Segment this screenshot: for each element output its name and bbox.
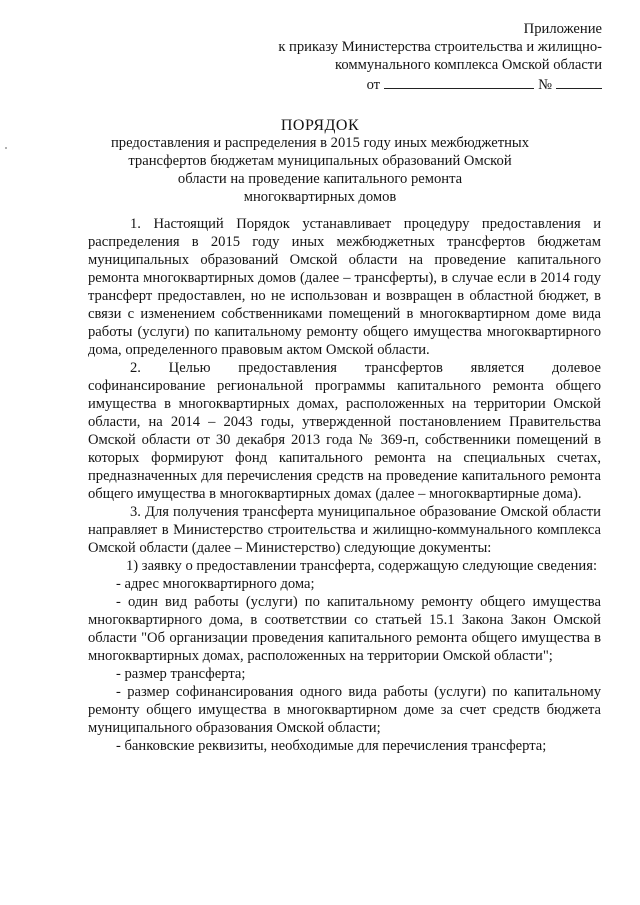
document-title: ПОРЯДОК [280, 117, 360, 134]
appendix-label: Приложение [523, 21, 602, 37]
subtitle-line: многоквартирных домов [243, 189, 397, 205]
list-item: - адрес многоквартирного дома; [116, 576, 315, 592]
list-item: - размер софинансирования одного вида работы (услуги) по капитальному ремонту общего имущества в многоквартирном доме за счет средств бюджета муниципального образования Омской области; [88, 684, 601, 736]
order-reference-line-2: коммунального комплекса Омской области [335, 57, 602, 73]
list-item: - банковские реквизиты, необходимые для перечисления трансферта; [116, 738, 547, 754]
from-label: от [366, 77, 381, 93]
paragraph-3: 3. Для получения трансферта муниципальное образование Омской области направляет в Министерство строительства и жилищно-коммунального комплекса Омской области (далее – Министерство) следующие документы: [88, 504, 601, 556]
order-date-number-line [250, 74, 602, 94]
order-reference-line-1: к приказу Министерства строительства и жилищно- [278, 39, 602, 55]
number-blank [556, 74, 602, 89]
list-item: - один вид работы (услуги) по капитальному ремонту общего имущества многоквартирного дома, в соответствии со статьей 15.1 Закона Закон Омской области "Об организации проведения капитального ремонта общего имущества в многоквартирных домах, расположенных на территории Омской области"; [88, 594, 601, 664]
paragraph-1: 1. Настоящий Порядок устанавливает процедуру предоставления и распределения в 2015 году иных межбюджетных трансфертов бюджетам муниципальных образований Омской области на проведение капитального ремонта многоквартирных домов (далее – трансферты), в случае если в 2014 году трансферт предоставлен, но не использован и возвращен в областной бюджет, в связи с изменением собственниками помещений в многоквартирном доме вида работы (услуги) по капитальному ремонту общего имущества многоквартирного дома, определенного правовым актом Омской области. [88, 216, 601, 358]
subtitle-line: трансфертов бюджетам муниципальных образований Омской [128, 153, 512, 169]
document-subtitle [0, 134, 640, 206]
appendix-header [250, 20, 602, 94]
paragraph-2: 2. Целью предоставления трансфертов является долевое софинансирование региональной программы капитального ремонта общего имущества в многоквартирных домах, расположенных на территории Омской области, на 2014 – 2043 годы, утвержденной постановлением Правительства Омской области от 30 декабря 2013 года № 369-п, собственники помещений в которых формируют фонд капитального ремонта на специальных счетах, предназначенных для перечисления средств на проведение капитального ремонта общего имущества в многоквартирных домах (далее – многоквартирные дома). [88, 360, 601, 502]
number-label: № [538, 77, 552, 93]
subtitle-line: области на проведение капитального ремонта [177, 171, 463, 187]
document-body [88, 215, 601, 755]
subtitle-line: предоставления и распределения в 2015 году иных межбюджетных [110, 135, 530, 151]
date-blank [384, 74, 534, 89]
subparagraph-1: 1) заявку о предоставлении трансферта, содержащую следующие сведения: [126, 558, 598, 574]
list-item: - размер трансферта; [116, 666, 246, 682]
